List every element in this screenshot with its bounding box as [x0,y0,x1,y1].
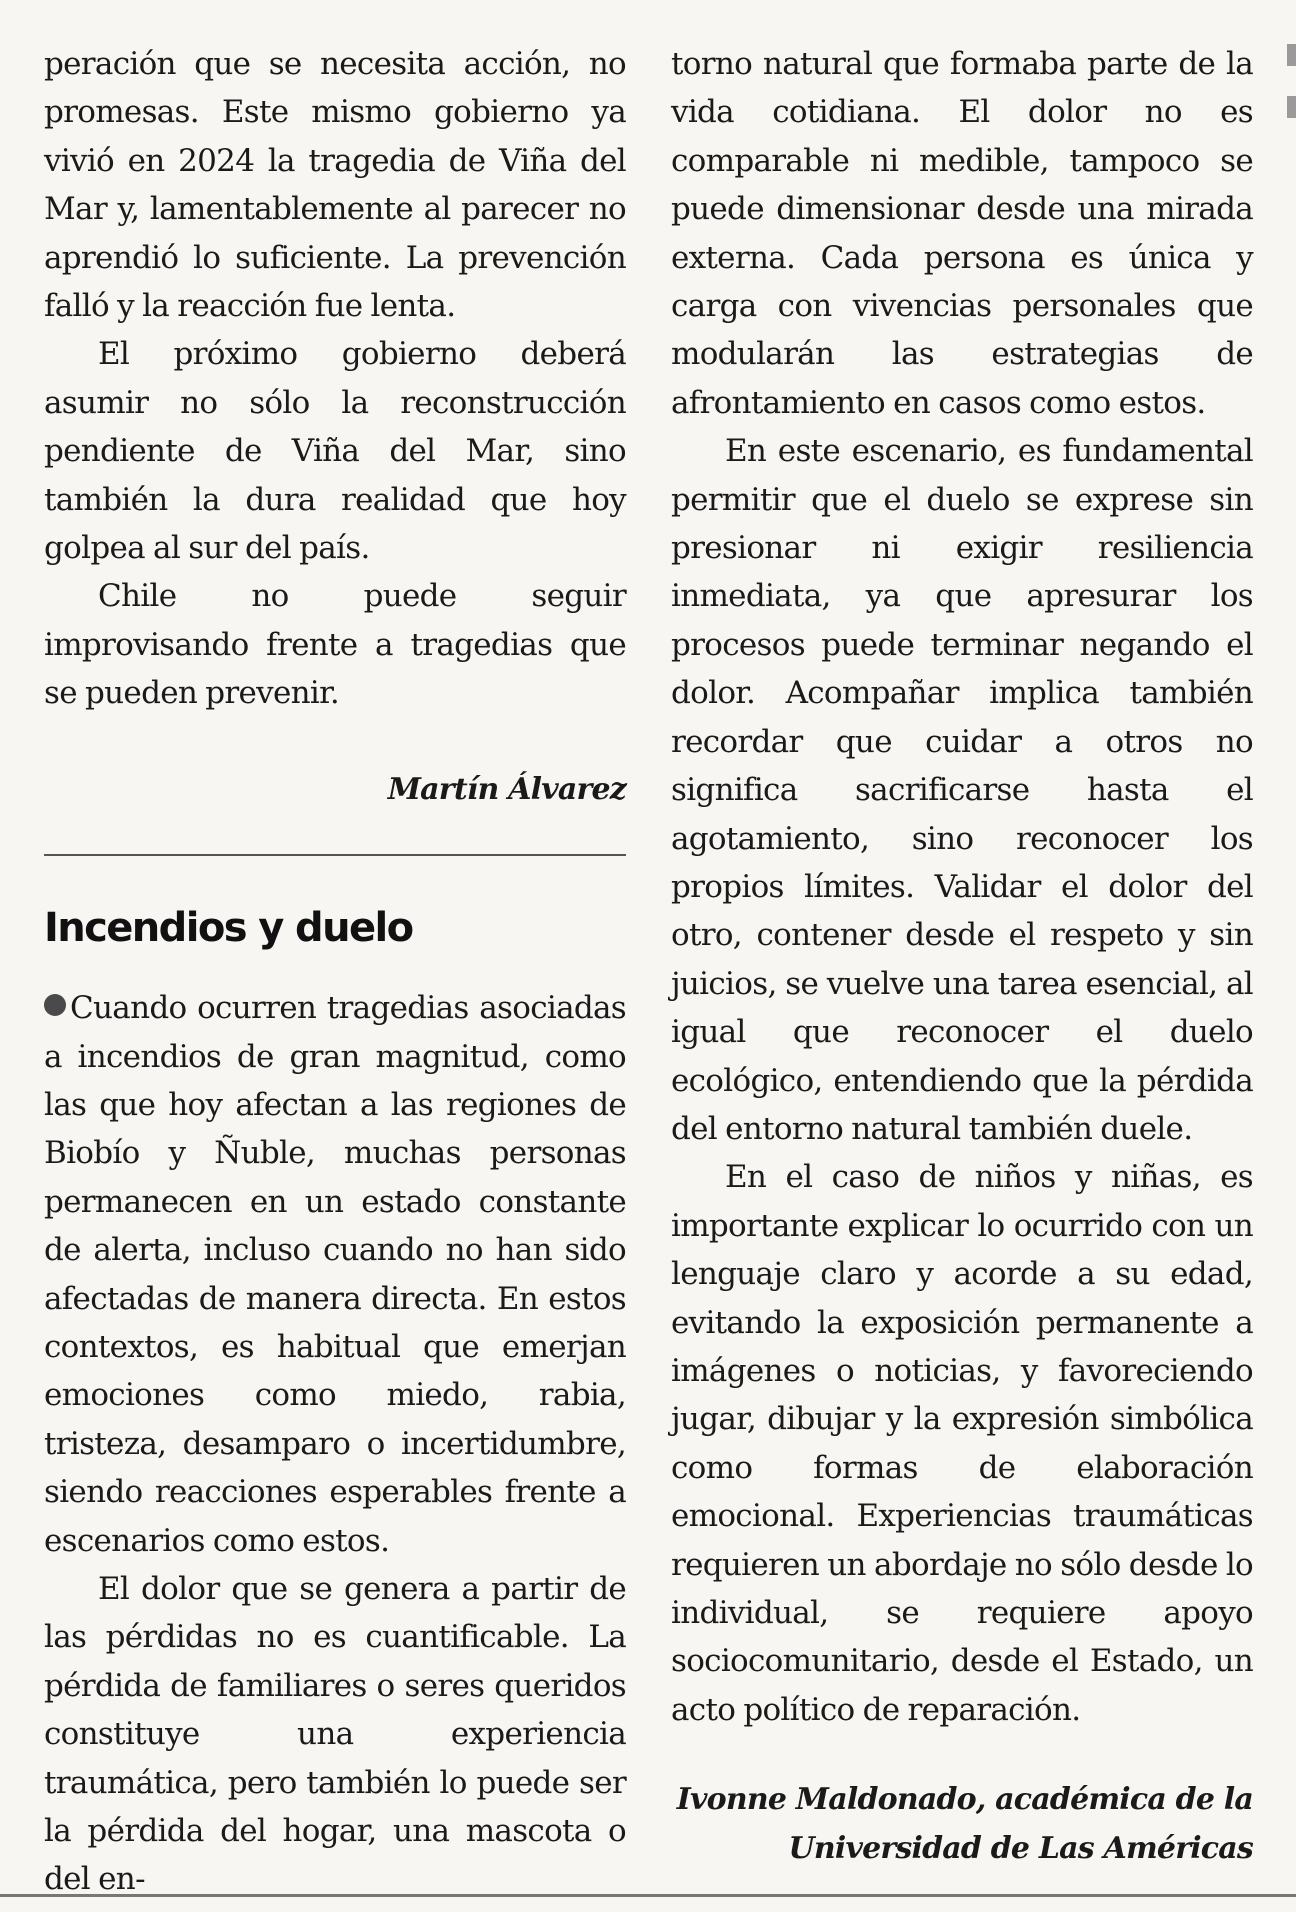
right-column [671,40,1253,1912]
article-signature-affiliation: Universidad de Las Américas [788,1830,1253,1866]
article-paragraph: En este escenario, es fundamental permitir que el duelo se exprese sin presionar ni exigir resiliencia inmediata, ya que apresurar los procesos puede terminar negando el dolor. Acompañar implica también recordar que cuidar a otros no significa sacrificarse hasta el agotamiento, sino reconocer los propios límites. Validar el dolor del otro, contener desde el respeto y sin juicios, se vuelve una tarea esencial, al igual que reconocer el duelo ecológico, entendiendo que la pérdida del entorno natural también duele. [671,433,1253,1147]
left-column [44,40,626,1904]
edge-mark [1287,44,1296,66]
spacer [44,718,626,766]
spacer [44,814,626,854]
letter-paragraph: El próximo gobierno deberá asumir no sólo la reconstrucción pendiente de Viña del Mar, sino también la dura realidad que hoy golpea al sur del país. [44,336,626,567]
article-paragraph: torno natural que formaba parte de la vida cotidiana. El dolor no es comparable ni medible, tampoco se puede dimensionar desde una mirada externa. Cada persona es única y carga con vivencias personales que modularán las estrategias de afrontamiento en casos como estos. [671,46,1253,421]
article-paragraph: El dolor que se genera a partir de las pérdidas no es cuantificable. La pérdida de familiares o seres queridos constituye una experiencia traumática, pero también lo puede ser la pérdida del hogar, una mascota o del en- [44,1570,626,1898]
letter-paragraph: Chile no puede seguir improvisando frente a tragedias que se pueden prevenir. [44,578,626,712]
article-paragraph [44,984,626,1565]
bullet-icon [44,994,66,1016]
spacer [44,856,626,904]
spacer [671,1873,1253,1912]
article-paragraph-text: Cuando ocurren tragedias asociadas a incendios de gran magnitud, como las que hoy afectan a las regiones de Biobío y Ñuble, muchas personas permanecen en un estado constante de alerta, incluso cuando no han sido afectadas de manera directa. En estos contextos, es habitual que emerjan emociones como miedo, rabia, tristeza, desamparo o incertidumbre, siendo reacciones esperables frente a escenarios como estos. [44,990,626,1559]
letter-paragraph: peración que se necesita acción, no promesas. Este mismo gobierno ya vivió en 2024 la tragedia de Viña del Mar y, lamentablemente al parecer no aprendió lo suficiente. La prevención falló y la reacción fue lenta. [44,46,626,325]
page-bottom-rule [0,1894,1296,1897]
edge-mark [1287,96,1296,118]
letter-signature: Martín Álvarez [387,771,626,807]
article-paragraph: En el caso de niños y niñas, es importante explicar lo ocurrido con un lenguaje claro y acorde a su edad, evitando la exposición permanente a imágenes o noticias, y favoreciendo jugar, dibujar y la expresión simbólica como formas de elaboración emocional. Experiencias traumáticas requieren un abordaje no sólo desde lo individual, se requiere apoyo sociocomunitario, desde el Estado, un acto político de reparación. [671,1159,1253,1728]
article-signature-name: Ivonne Maldonado, académica de la [676,1782,1253,1818]
spacer [671,1734,1253,1776]
article-headline: Incendios y duelo [44,905,413,952]
spacer [44,952,626,984]
